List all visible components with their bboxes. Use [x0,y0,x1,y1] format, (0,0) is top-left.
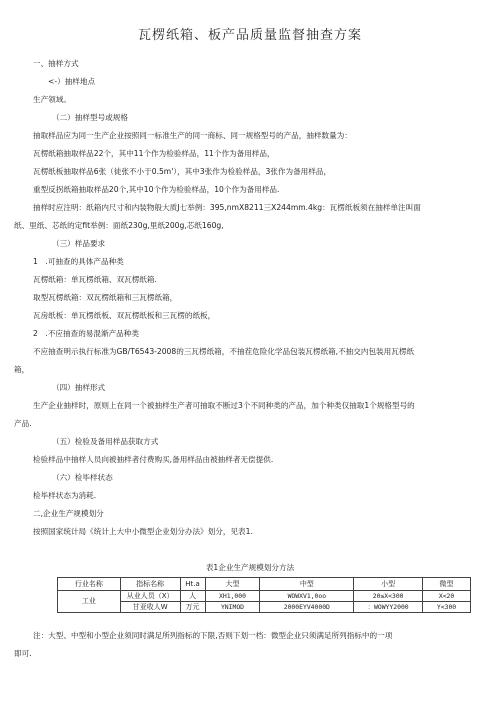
subheading-sample-acquisition: （五）检验及备用样品获取方式 [52,437,159,446]
list-heading: 2 .不应抽查的易混渐产品种类 [33,329,139,338]
table-cell: X<20 [423,591,471,602]
table-cell: 万元 [180,602,205,613]
document-title: 瓦楞纸箱、板产品质量监督抽查方案 [137,28,362,43]
paragraph-text: 瓦房纸板：单瓦楞纸板、双瓦楞纸板和三瓦楞的纸板， [33,311,216,320]
table-row [58,591,471,602]
paragraph-text: 瓦楞纸箱抽取样品22个，其中11个作为检验样品，11个作为备用样品， [33,149,275,158]
table-cell: 从业人员（X） [120,591,180,602]
table-note: 注：大型、中型和小型企业须同时满足所列指标的下限,否则下划一档：微型企业只须满足所列指标中的一项 [33,631,393,640]
paragraph-text: 按照国家统计局《统计上大中小微型企业划分办法》划分，见表1. [33,527,253,536]
scale-table [57,577,471,613]
table-cell: Y<300 [423,602,471,613]
paragraph-text: 纸、里纸、芯纸的定fit举例：面纸230g,里纸200g,芯纸160g, [14,221,224,230]
table-header-cell: 行业名称 [58,578,121,591]
paragraph-text: 瓦楞纸箱：单瓦楞纸箱、双瓦楞纸箱. [33,275,157,284]
paragraph-text: 产品. [14,419,32,428]
table-cell: 2000EYV4000D [260,602,354,613]
table-cell-industry: 工业 [58,591,121,613]
table-header-cell: 中型 [260,578,354,591]
table-header-cell: 大型 [205,578,260,591]
table-cell: WOWXV1,0oo [260,591,354,602]
subheading-sample-requirements: （三）样品要求 [52,239,106,248]
paragraph-text: 生产企业抽样时，原则上在同一个被抽样生产者可抽取不断过3个不同种类的产品，加个种类仅抽取1个规格型号的 [33,401,415,410]
table-cell: 甘亚收人W [120,602,180,613]
table-header-row [58,578,471,591]
table-cell: 20≤X<300 [354,591,423,602]
table-header-cell: 小型 [354,578,423,591]
paragraph-text: 重型反拐纸箱抽取样品20个,其中10个作为检验样品，10个作为备用样品. [33,185,280,194]
paragraph-text: 不应抽查明示执行标准为GB/T6543-2008的三瓦楞纸箱，不抽茬危险化学品包装瓦楞纸箱,不抽交内包装用瓦楞纸 [33,347,415,356]
paragraph-text: 取型瓦楞纸箱：双瓦楞纸箱和三瓦楞纸箱， [33,293,178,302]
section-heading-enterprise-scale: 二,企业生产规模划分 [33,509,104,518]
paragraph-text: 瓦楞纸板抽取样品6张（徒张不小于0.5m'），其中3张作为检验样品，3张作为备用样品， [33,167,332,176]
table-header-cell: 微型 [423,578,471,591]
table-cell: ：WOWYY2000 [354,602,423,613]
paragraph-text: 抽样时应注明：纸箱内尺寸和内装物般大质J七举例：395,nmX8211三X244mm.4kg：瓦楞纸板须在抽样单注叫面 [33,203,421,212]
table-cell: 人 [180,591,205,602]
subheading-sampling-location: <-）抽样地点 [48,77,96,86]
list-heading: 1 .可抽查的具体产品种类 [33,257,124,266]
paragraph-text: 生产领域。 [33,95,71,104]
paragraph-text: 检验样品中抽样人员向被抽样者付费购买,备用样品由被抽样者无偿提供. [33,455,274,464]
subheading-sampling-form: （四）抽样形式 [52,383,106,392]
table-cell: XH1,000 [205,591,260,602]
paragraph-text: 检毕样状态为消耗. [33,491,97,500]
subheading-model-spec: （二）抽样型号或规格 [52,113,128,122]
paragraph-text: 箱， [14,365,30,374]
paragraph-text: 抽取样品应为同一生产企业按照同一标准生产的同一商标、同一规格型号的产品，抽样数量为： [33,131,352,140]
table-caption: 表1企业生产规模划分方法 [205,563,295,572]
table-header-cell: Ht.a [180,578,205,591]
table-header-cell: 指标名称 [120,578,180,591]
table-note-tail: 即可. [14,649,32,658]
section-heading-sampling-method: 一、抽样方式 [33,59,79,68]
table-row [58,602,471,613]
subheading-sample-state: （六）检毕样状态 [52,473,113,482]
table-cell: YNIMOD [205,602,260,613]
